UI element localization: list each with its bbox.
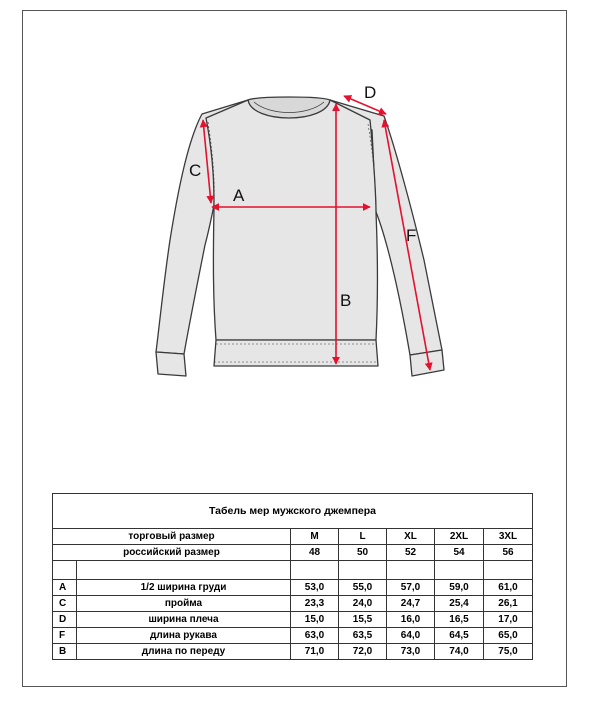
size-header: 3XL <box>484 529 533 545</box>
row-value: 65,0 <box>484 628 533 644</box>
row-value: 64,0 <box>387 628 435 644</box>
row-value: 24,0 <box>339 596 387 612</box>
row-value: 72,0 <box>339 644 387 660</box>
row-code: C <box>53 596 77 612</box>
row-code: F <box>53 628 77 644</box>
row-value: 71,0 <box>291 644 339 660</box>
row-value: 15,0 <box>291 612 339 628</box>
label-d: D <box>364 83 377 102</box>
label-b: B <box>340 291 352 310</box>
row-name: пройма <box>77 596 291 612</box>
size-header: M <box>291 529 339 545</box>
row-value: 15,5 <box>339 612 387 628</box>
row-value: 57,0 <box>387 580 435 596</box>
size-header: L <box>339 529 387 545</box>
table-row <box>53 628 533 644</box>
row-name: ширина плеча <box>77 612 291 628</box>
row-value: 23,3 <box>291 596 339 612</box>
trade-size-row <box>53 529 533 545</box>
row-name: длина по переду <box>77 644 291 660</box>
row-value: 75,0 <box>484 644 533 660</box>
row-value: 63,5 <box>339 628 387 644</box>
size-header: XL <box>387 529 435 545</box>
row-value: 64,5 <box>435 628 484 644</box>
sweater-illustration <box>156 97 444 376</box>
label-c: C <box>189 161 202 180</box>
row-value: 16,0 <box>387 612 435 628</box>
row-code: A <box>53 580 77 596</box>
table-row <box>53 580 533 596</box>
size-header: 2XL <box>435 529 484 545</box>
table-row <box>53 596 533 612</box>
russian-size: 52 <box>387 545 435 561</box>
russian-size-row <box>53 545 533 561</box>
table-row <box>53 644 533 660</box>
row-value: 59,0 <box>435 580 484 596</box>
torso <box>206 100 378 340</box>
row-value: 53,0 <box>291 580 339 596</box>
row-name: 1/2 ширина груди <box>77 580 291 596</box>
row-value: 16,5 <box>435 612 484 628</box>
table-row <box>53 612 533 628</box>
label-f: F <box>406 226 417 245</box>
row-value: 25,4 <box>435 596 484 612</box>
table-title: Табель мер мужского джемпера <box>53 494 533 529</box>
label-a: A <box>233 186 245 205</box>
row-value: 63,0 <box>291 628 339 644</box>
russian-size-label: российский размер <box>53 545 291 561</box>
row-value: 74,0 <box>435 644 484 660</box>
left-cuff <box>156 352 186 376</box>
russian-size: 56 <box>484 545 533 561</box>
row-code: D <box>53 612 77 628</box>
row-value: 26,1 <box>484 596 533 612</box>
row-value: 55,0 <box>339 580 387 596</box>
row-value: 61,0 <box>484 580 533 596</box>
row-value: 17,0 <box>484 612 533 628</box>
row-value: 24,7 <box>387 596 435 612</box>
trade-size-label: торговый размер <box>53 529 291 545</box>
row-name: длина рукава <box>77 628 291 644</box>
russian-size: 54 <box>435 545 484 561</box>
row-code: B <box>53 644 77 660</box>
russian-size: 48 <box>291 545 339 561</box>
russian-size: 50 <box>339 545 387 561</box>
table-title-row <box>53 494 533 529</box>
size-chart-table <box>52 493 533 660</box>
row-value: 73,0 <box>387 644 435 660</box>
spacer-row <box>53 561 533 580</box>
